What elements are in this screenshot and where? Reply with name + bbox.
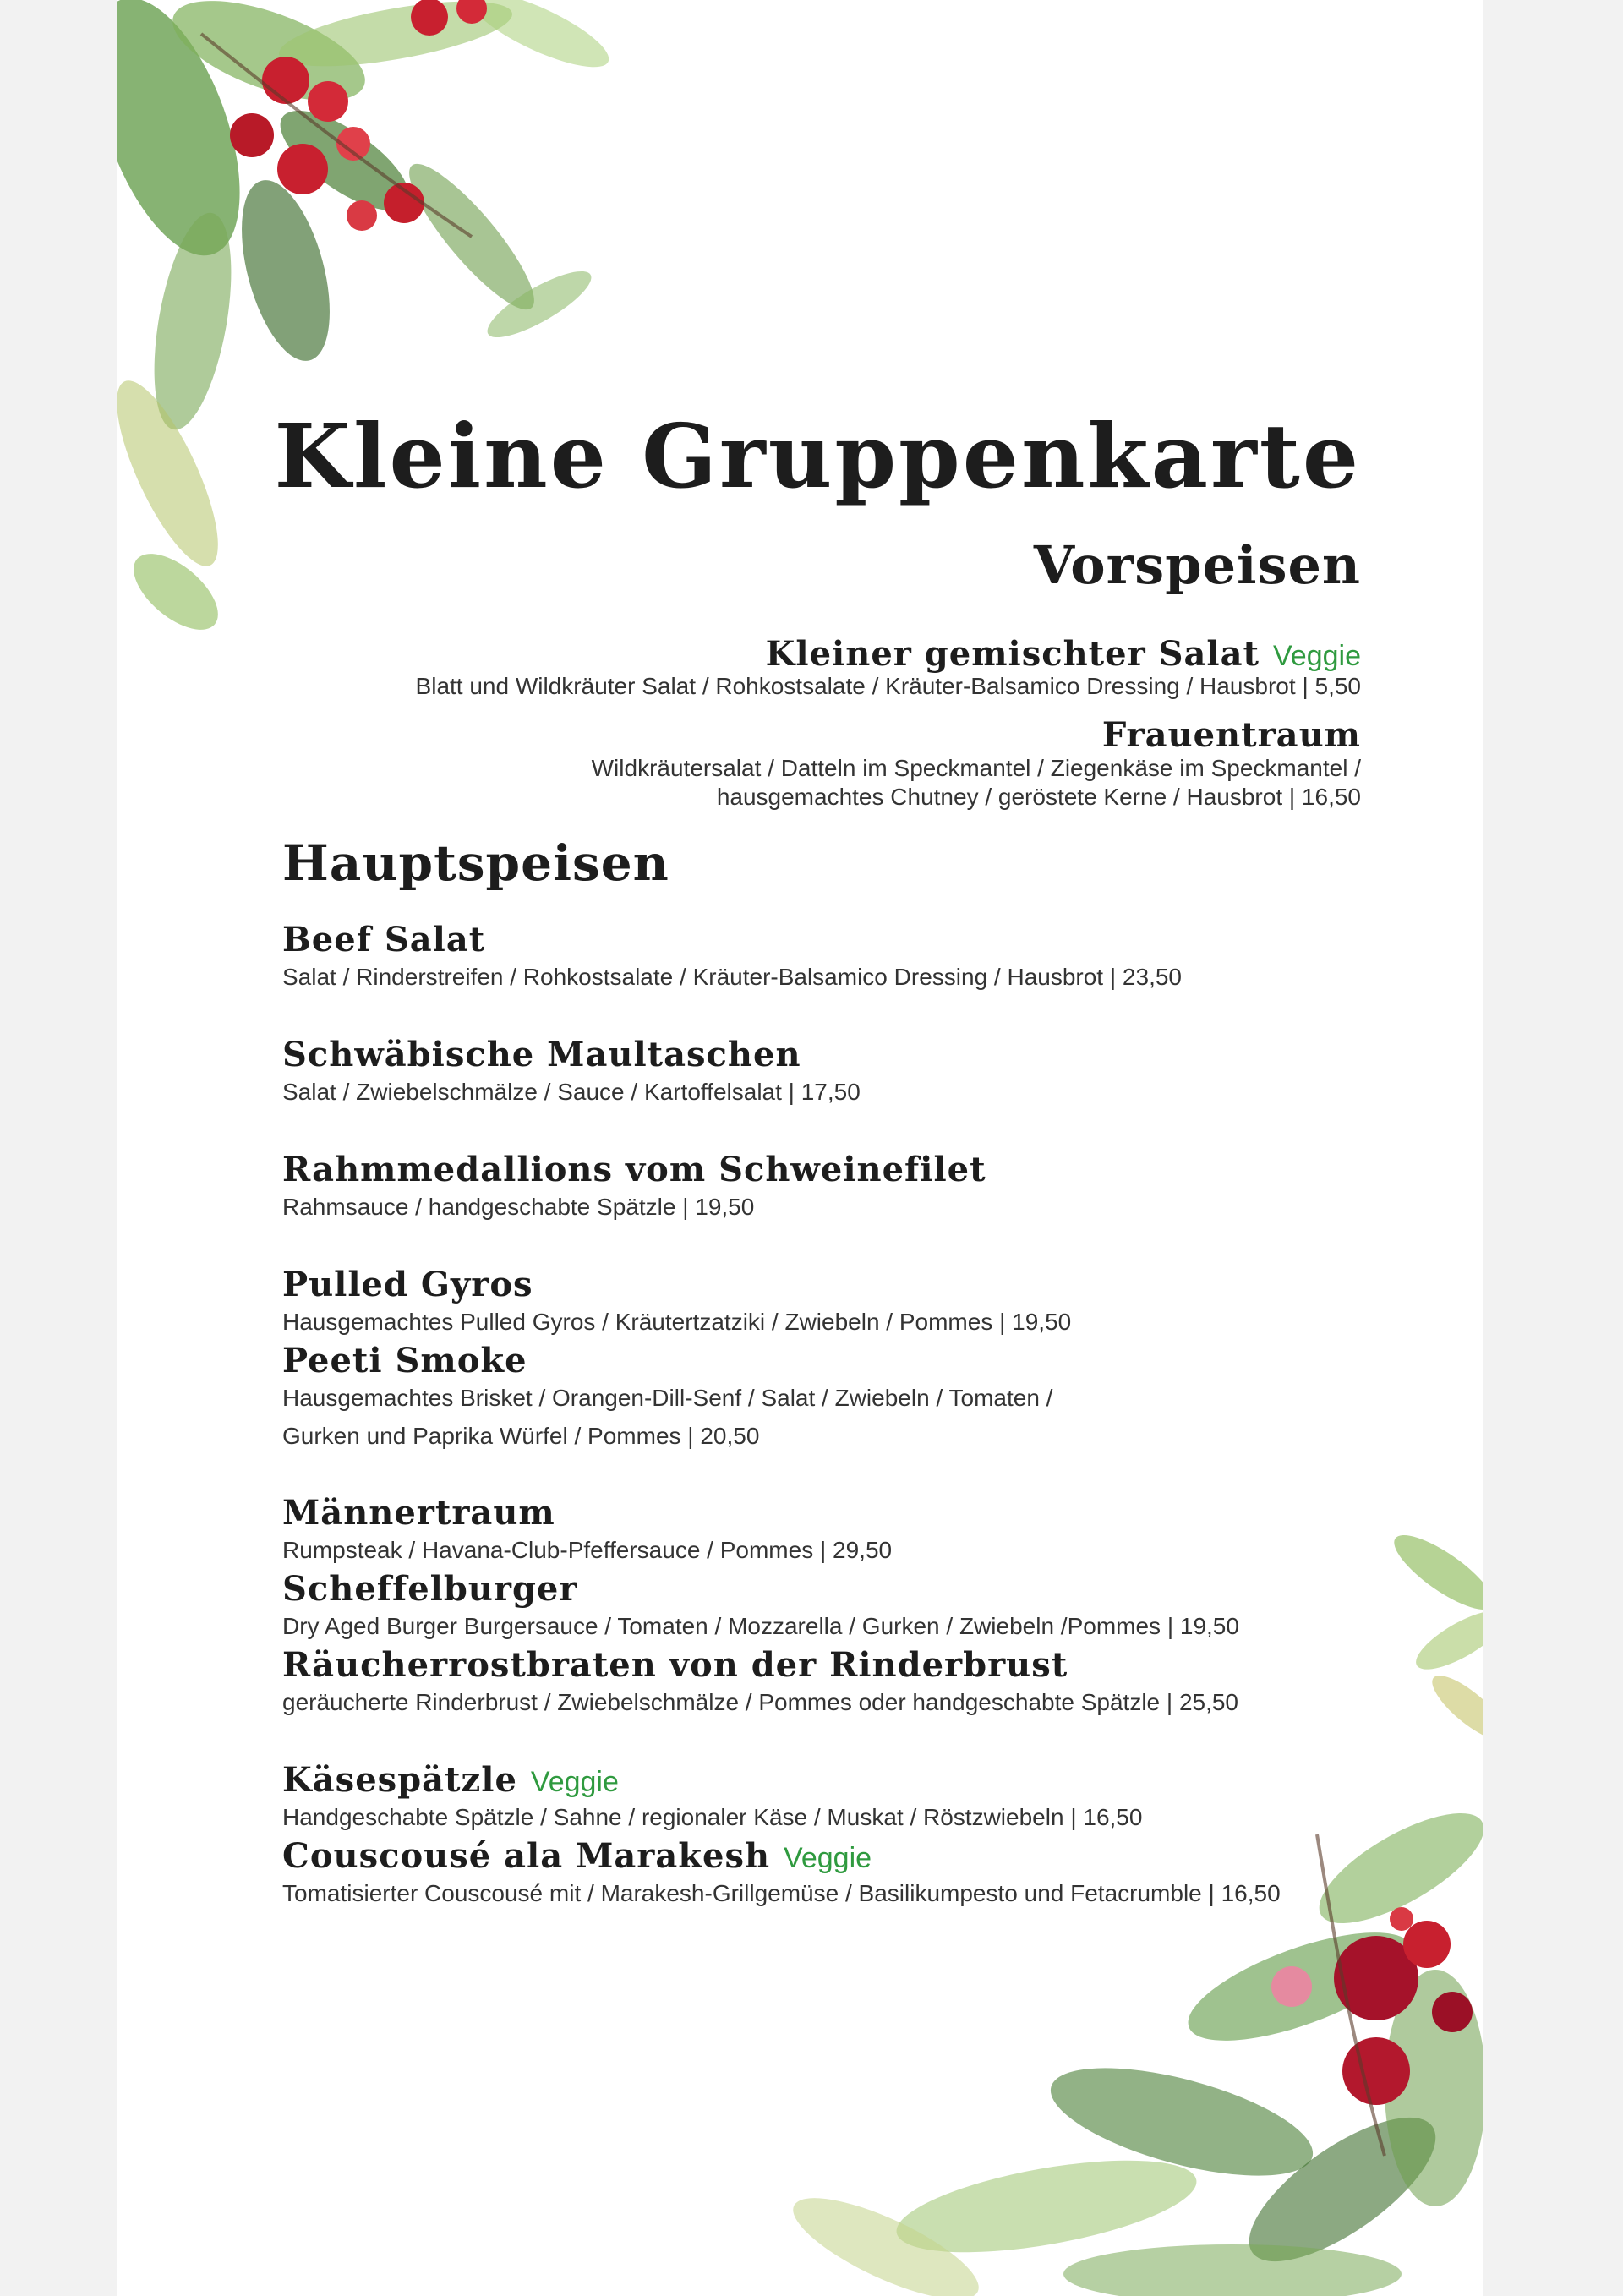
dish-description: Salat / Zwiebelschmälze / Sauce / Kartoffelsalat | 17,50 xyxy=(282,1079,861,1105)
dish-description: hausgemachtes Chutney / geröstete Kerne / Hausbrot | 16,50 xyxy=(716,783,1361,810)
dish-description: Dry Aged Burger Burgersauce / Tomaten / Mozzarella / Gurken / Zwiebeln /Pommes | 19,50 xyxy=(282,1613,1239,1639)
dish-name: Rahmmedallions vom Schweinefilet xyxy=(282,1150,986,1189)
dish-name: Männertraum xyxy=(282,1493,555,1533)
dish-name: Käsespätzle xyxy=(282,1760,517,1800)
decor-leaves-right xyxy=(1385,1505,1483,1758)
menu-title: Kleine Gruppenkarte xyxy=(274,404,1361,508)
dish-description: Rahmsauce / handgeschabte Spätzle | 19,50 xyxy=(282,1194,755,1220)
dish-description: Hausgemachtes Brisket / Orangen-Dill-Senf / Salat / Zwiebeln / Tomaten / xyxy=(282,1385,1053,1411)
dish-name: Couscousé ala Marakesh xyxy=(282,1836,771,1876)
dish-name: Beef Salat xyxy=(282,920,486,959)
dish-name: Kleiner gemischter Salat xyxy=(765,634,1260,674)
dish-description: Salat / Rinderstreifen / Rohkostsalate / Kräuter-Balsamico Dressing / Hausbrot | 23,50 xyxy=(282,964,1182,990)
dish-description: Handgeschabte Spätzle / Sahne / regionaler Käse / Muskat / Röstzwiebeln | 16,50 xyxy=(282,1804,1143,1830)
main-item xyxy=(282,1342,1381,1456)
dish-description: Wildkräutersalat / Datteln im Speckmantel / Ziegenkäse im Speckmantel / xyxy=(591,755,1361,781)
dish-description: Hausgemachtes Pulled Gyros / Kräutertzatziki / Zwiebeln / Pommes | 19,50 xyxy=(282,1309,1072,1335)
main-item xyxy=(282,1762,1381,1837)
mains-heading: Hauptspeisen xyxy=(282,834,669,892)
dish-description: Gurken und Paprika Würfel / Pommes | 20,50 xyxy=(282,1422,760,1449)
dish-description: geräucherte Rinderbrust / Zwiebelschmälze / Pommes oder handgeschabte Spätzle | 25,50 xyxy=(282,1689,1239,1715)
veggie-tag: Veggie xyxy=(1273,640,1361,672)
dish-name: Frauentraum xyxy=(1101,715,1361,755)
dish-name: Schwäbische Maultaschen xyxy=(282,1035,801,1074)
starters-heading: Vorspeisen xyxy=(1033,534,1361,596)
main-item xyxy=(282,1495,1381,1570)
menu-page xyxy=(117,0,1483,2296)
dish-description: Blatt und Wildkräuter Salat / Rohkostsalate / Kräuter-Balsamico Dressing / Hausbrot | 5,50 xyxy=(415,673,1361,699)
decor-leaves-top-left xyxy=(117,0,641,668)
main-item xyxy=(282,921,1381,997)
veggie-tag: Veggie xyxy=(530,1766,619,1798)
main-item xyxy=(282,1151,1381,1227)
starter-item xyxy=(592,717,1361,811)
dish-description: Rumpsteak / Havana-Club-Pfeffersauce / Pommes | 29,50 xyxy=(282,1537,893,1563)
main-item xyxy=(282,1838,1381,1913)
veggie-tag: Veggie xyxy=(784,1842,872,1874)
dish-description: Tomatisierter Couscousé mit / Marakesh-Grillgemüse / Basilikumpesto und Fetacrumble | 16,50 xyxy=(282,1880,1281,1906)
starter-item xyxy=(416,636,1361,700)
main-item xyxy=(282,1647,1381,1722)
main-item xyxy=(282,1036,1381,1112)
dish-name: Scheffelburger xyxy=(282,1569,578,1609)
dish-name: Peeti Smoke xyxy=(282,1341,527,1380)
dish-name: Pulled Gyros xyxy=(282,1265,533,1304)
dish-name: Räucherrostbraten von der Rinderbrust xyxy=(282,1645,1068,1685)
main-item xyxy=(282,1266,1381,1342)
main-item xyxy=(282,1571,1381,1646)
